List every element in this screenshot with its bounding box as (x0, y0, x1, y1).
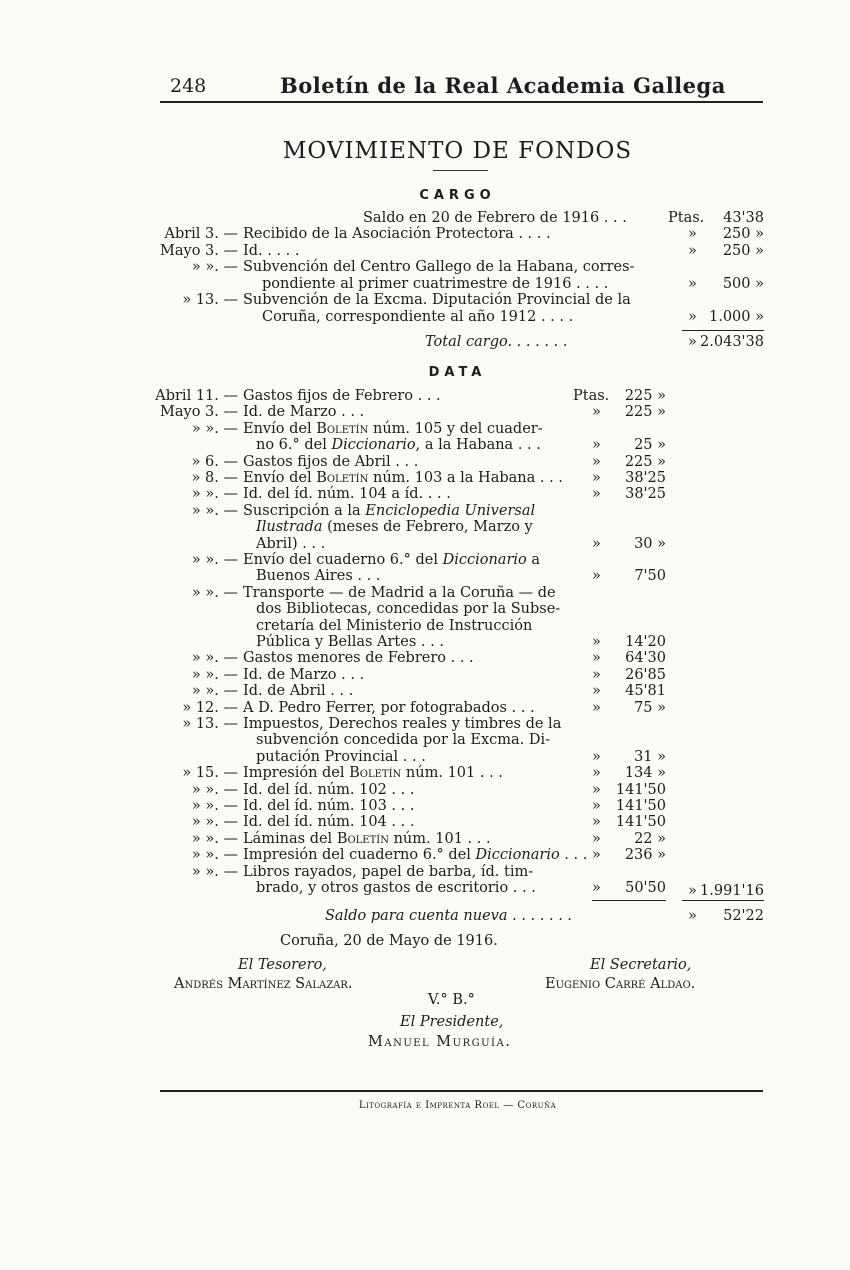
cargo-entry-description: pondiente al primer cuatrimestre de 1916 . . . . (262, 275, 609, 292)
president-title: El Presidente, (400, 1014, 504, 1030)
cargo-sum-rule (682, 330, 764, 331)
cargo-entry-ditto-marker: » (688, 275, 697, 292)
data-entry-ditto-marker: » (592, 880, 601, 896)
saldo-label: Saldo para cuenta nueva . . . . . . . (325, 908, 573, 924)
place-date: Coruña, 20 de Mayo de 1916. (280, 933, 498, 949)
data-entry-date-label: » ». — (191, 814, 238, 831)
saldo-amount: 52'22 (723, 908, 764, 924)
data-entry-ditto-marker: » (592, 699, 601, 716)
data-entry-amount: 25 » (634, 437, 666, 454)
data-entry-date-label: » ». — (191, 798, 238, 814)
data-entry-ditto-marker: » (592, 453, 601, 470)
cargo-entry-date-label: » 13. — (182, 292, 238, 308)
data-entry-ditto-marker: » (592, 781, 601, 798)
cargo-entry-ditto-marker: » (688, 242, 697, 259)
data-entry-ditto-marker: » (592, 437, 601, 454)
data-entry-description: Id. del íd. núm. 102 . . . (243, 781, 415, 798)
data-entry-ditto-marker: » (592, 683, 601, 700)
data-entry-description: subvención concedida por la Excma. Di- (256, 732, 551, 749)
data-entry-amount: 14'20 (625, 634, 666, 650)
cargo-opening-text: Saldo en 20 de Febrero de 1916 (363, 210, 600, 226)
data-entry-date-label: » ». — (191, 552, 238, 568)
treasurer-name: Andrés Martínez Salazar. (174, 976, 353, 992)
data-entry-date-label: Abril 11. — (155, 388, 238, 404)
data-entry-ditto-marker: » (592, 748, 601, 765)
data-entry-amount: 75 » (634, 699, 666, 716)
secretary-title: El Secretario, (590, 957, 692, 973)
data-entry-ditto-marker: » (592, 666, 601, 683)
data-entry-amount: 26'85 (625, 666, 666, 683)
cargo-opening-amount: 43'38 (723, 210, 764, 226)
data-entry-description: Id. de Marzo . . . (243, 404, 365, 421)
cargo-entry-amount: 250 » (722, 226, 764, 242)
data-entry-description: Envío del Boletín núm. 103 a la Habana . . . (243, 470, 563, 486)
secretary-name: Eugenio Carré Aldao. (545, 976, 696, 992)
data-entry-amount: 38'25 (625, 470, 666, 486)
data-entry-description: A D. Pedro Ferrer, por fotograbados . . . (243, 699, 535, 716)
cargo-total-marker: » (688, 334, 697, 350)
page-number: 248 (170, 75, 207, 97)
data-entry-ditto-marker: » (592, 486, 601, 503)
data-entry-description: cretaría del Ministerio de Instrucción (256, 617, 533, 634)
data-entry-ditto-marker: » (592, 634, 601, 650)
data-entry-description: dos Bibliotecas, concedidas por la Subse- (256, 601, 561, 618)
data-entry-amount: 236 » (624, 847, 666, 864)
data-entry-date-label: » ». — (191, 863, 238, 880)
data-sum-rule-2 (682, 900, 764, 901)
data-entry-amount: 225 » (624, 453, 666, 470)
footer-rule (160, 1090, 763, 1092)
data-entry-date-label: » 12. — (182, 699, 238, 716)
data-entry-amount: 225 » (624, 404, 666, 421)
data-entry-description: putación Provincial . . . (256, 748, 426, 765)
cargo-entry-ditto-marker: » (688, 308, 697, 325)
data-entry-amount: 141'50 (615, 798, 666, 814)
data-entry-amount: 30 » (634, 535, 666, 552)
header-rule (160, 101, 763, 103)
data-entry-date-label: » ». — (191, 502, 238, 519)
saldo-marker: » (688, 908, 697, 924)
data-entry-amount: 64'30 (625, 650, 666, 667)
data-entry-description: Gastos fijos de Febrero . . . (243, 388, 441, 404)
data-entry-date-label: » 13. — (182, 716, 238, 732)
data-entry-ditto-marker: » (592, 798, 601, 814)
data-entry-date-label: » ». — (191, 781, 238, 798)
data-entry-description: Libros rayados, papel de barba, íd. tim- (243, 863, 534, 880)
cargo-entry-description: Subvención del Centro Gallego de la Habana, corres- (243, 259, 635, 275)
data-entry-date-label: » ». — (191, 830, 238, 847)
data-entry-date-label: » ». — (191, 650, 238, 667)
data-entry-ditto-marker: » (592, 847, 601, 864)
data-entry-description: Id. de Abril . . . (243, 683, 354, 700)
data-entry-description: Gastos menores de Febrero . . . (243, 650, 474, 667)
data-entry-amount: 134 » (624, 765, 666, 782)
data-entry-ditto-marker: » (592, 535, 601, 552)
data-entry-description: Suscripción a la Enciclopedia Universal (243, 502, 536, 519)
data-entry-date-label: » ». — (191, 847, 238, 864)
data-entry-description: Id. de Marzo . . . (243, 666, 365, 683)
data-entry-description: Id. del íd. núm. 104 . . . (243, 814, 415, 831)
cargo-heading: CARGO (419, 188, 496, 203)
data-entry-date-label: » ». — (191, 683, 238, 700)
cargo-entry-amount: 1.000 » (709, 308, 764, 325)
data-entry-currency: Ptas. (573, 388, 610, 404)
data-entry-description: Impresión del cuaderno 6.° del Diccionario . . . (243, 847, 588, 864)
data-entry-description: Pública y Bellas Artes . . . (256, 634, 444, 650)
cargo-entry-description: Id. . . . . (243, 242, 300, 259)
data-entry-date-label: » ». — (191, 666, 238, 683)
cargo-entry-date-label: » ». — (191, 259, 238, 275)
data-entry-ditto-marker: » (592, 765, 601, 782)
data-entry-amount: 50'50 (625, 880, 666, 896)
data-entry-ditto-marker: » (592, 568, 601, 585)
data-entry-description: Impuestos, Derechos reales y timbres de la (243, 716, 562, 732)
data-entry-description: Transporte — de Madrid a la Coruña — de (243, 584, 556, 601)
president-name: Manuel Murguía. (368, 1034, 512, 1050)
cargo-entry-amount: 250 » (722, 242, 764, 259)
data-entry-ditto-marker: » (592, 470, 601, 486)
data-entry-amount: 31 » (634, 748, 666, 765)
data-entry-description: Láminas del Boletín núm. 101 . . . (243, 830, 491, 847)
cargo-opening-currency: Ptas. (668, 210, 705, 226)
data-entry-description: Id. del íd. núm. 103 . . . (243, 798, 415, 814)
cargo-entry-description: Recibido de la Asociación Protectora . . . . (243, 226, 551, 242)
data-entry-amount: 225 » (624, 388, 666, 404)
cargo-entry-description: Subvención de la Excma. Diputación Provincial de la (243, 292, 631, 308)
data-entry-ditto-marker: » (592, 814, 601, 831)
data-entry-description: brado, y otros gastos de escritorio . . . (256, 880, 536, 896)
cargo-opening-row: Saldo en 20 de Febrero de 1916 . . . (363, 210, 627, 226)
data-entry-amount: 38'25 (625, 486, 666, 503)
data-entry-date-label: » 8. — (191, 470, 238, 486)
data-entry-description: Envío del Boletín núm. 105 y del cuader- (243, 420, 543, 437)
data-entry-description: Id. del íd. núm. 104 a íd. . . . (243, 486, 451, 503)
cargo-entry-ditto-marker: » (688, 226, 697, 242)
data-entry-date-label: » ». — (191, 584, 238, 601)
visto-bueno: V.° B.° (428, 992, 475, 1008)
data-sum-rule-1 (592, 900, 666, 901)
data-entry-amount: 7'50 (634, 568, 666, 585)
data-total-marker: » (688, 883, 697, 899)
page-title: MOVIMIENTO DE FONDOS (282, 138, 633, 164)
data-total-amount: 1.991'16 (700, 883, 764, 899)
cargo-entry-date-label: Abril 3. — (164, 226, 238, 242)
data-entry-description: Gastos fijos de Abril . . . (243, 453, 419, 470)
journal-title: Boletín de la Real Academia Gallega (280, 73, 726, 98)
data-entry-date-label: » 15. — (182, 765, 238, 782)
data-entry-ditto-marker: » (592, 404, 601, 421)
title-rule (433, 170, 488, 171)
data-entry-amount: 45'81 (625, 683, 666, 700)
printer-imprint: Litografía e Imprenta Roel — Coruña (358, 1100, 557, 1111)
data-entry-date-label: » 6. — (191, 453, 238, 470)
data-heading: DATA (428, 365, 487, 380)
cargo-total-amount: 2.043'38 (700, 334, 764, 350)
data-entry-amount: 141'50 (615, 814, 666, 831)
data-entry-description: Envío del cuaderno 6.° del Diccionario a (243, 552, 541, 568)
data-entry-description: Abril) . . . (256, 535, 326, 552)
data-entry-description: Impresión del Boletín núm. 101 . . . (243, 765, 503, 782)
treasurer-title: El Tesorero, (238, 957, 327, 973)
cargo-entry-amount: 500 » (722, 275, 764, 292)
data-entry-ditto-marker: » (592, 830, 601, 847)
data-entry-date-label: » ». — (191, 486, 238, 503)
data-entry-date-label: Mayo 3. — (160, 404, 238, 421)
data-entry-description: Ilustrada (meses de Febrero, Marzo y (256, 519, 533, 536)
cargo-total-label: Total cargo. . . . . . . (425, 334, 568, 350)
data-entry-amount: 22 » (634, 830, 666, 847)
data-entry-ditto-marker: » (592, 650, 601, 667)
data-entry-description: Buenos Aires . . . (256, 568, 381, 585)
data-entry-date-label: » ». — (191, 420, 238, 437)
cargo-entry-description: Coruña, correspondiente al año 1912 . . . . (262, 308, 574, 325)
cargo-entry-date-label: Mayo 3. — (160, 242, 238, 259)
data-entry-amount: 141'50 (615, 781, 666, 798)
data-entry-description: no 6.° del Diccionario, a la Habana . . . (256, 437, 541, 454)
